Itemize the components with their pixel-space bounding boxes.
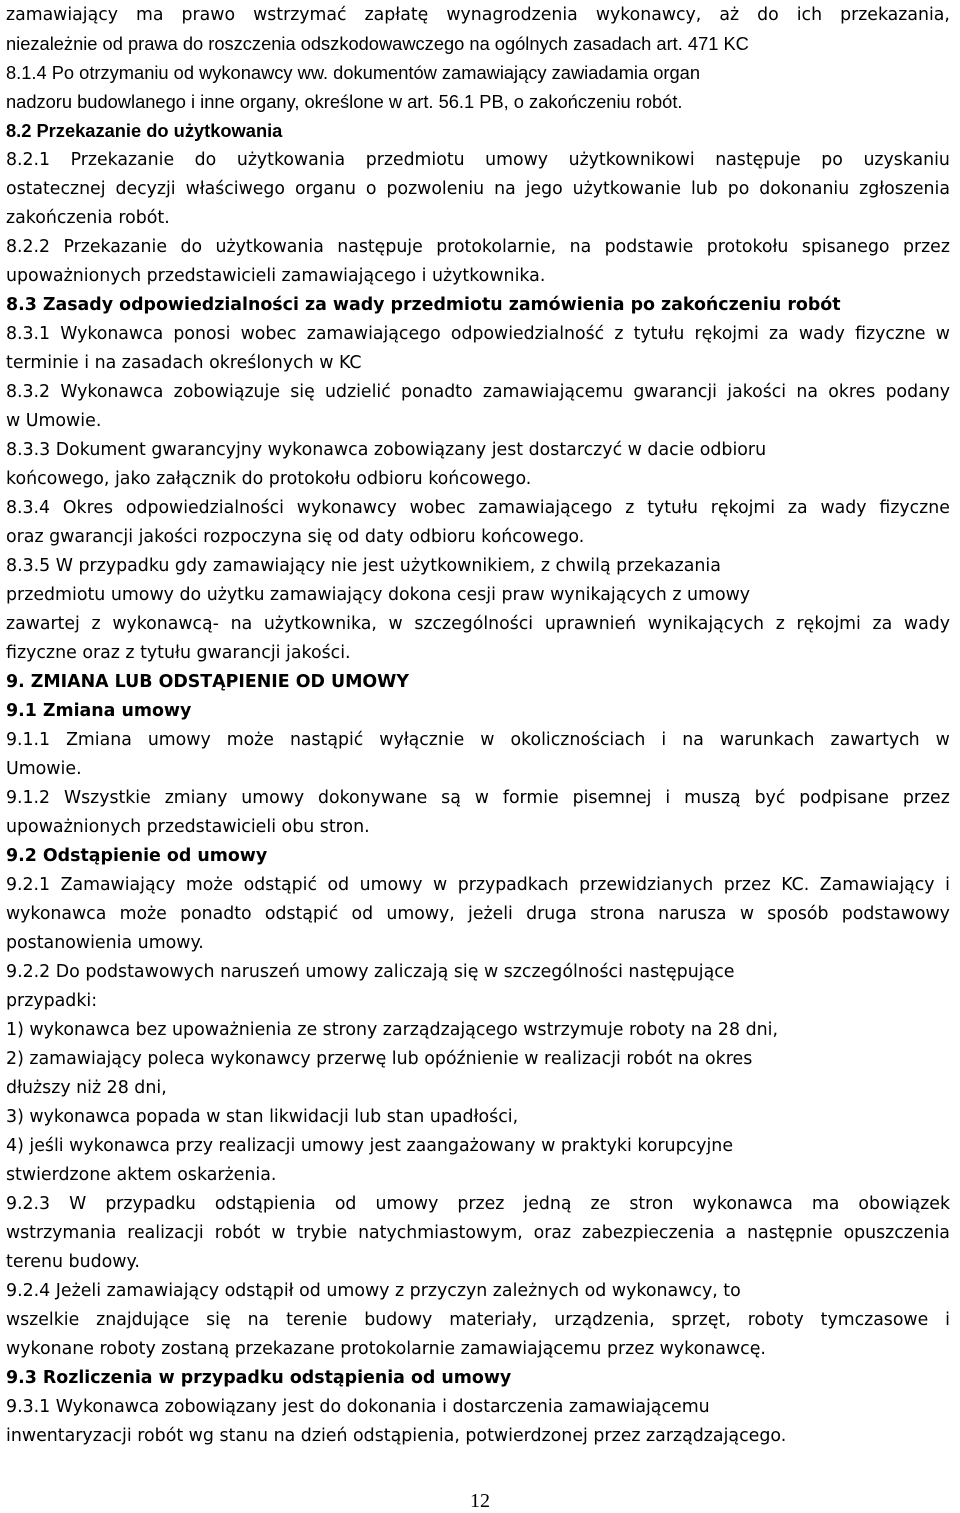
- section-heading: 8.3 Zasady odpowiedzialności za wady przedmiotu zamówienia po zakończeniu robót: [6, 295, 841, 315]
- text-line: oraz gwarancji jakości rozpoczyna się od daty odbioru końcowego.: [6, 527, 585, 547]
- text-line: końcowego, jako załącznik do protokołu odbioru końcowego.: [6, 469, 532, 489]
- text-line: 8.3.2 Wykonawca zobowiązuje się udzielić ponadto zamawiającemu gwarancji jakości na okres podany: [6, 382, 950, 402]
- text-line: zawartej z wykonawcą- na użytkownika, w szczególności uprawnień wynikających z rękojmi za wady: [6, 614, 950, 634]
- text-line: zamawiający ma prawo wstrzymać zapłatę wynagrodzenia wykonawcy, aż do ich przekazania,: [6, 5, 950, 25]
- text-line: w Umowie.: [6, 411, 102, 431]
- text-line: 9.2.3 W przypadku odstąpienia od umowy przez jedną ze stron wykonawca ma obowiązek: [6, 1194, 950, 1214]
- text-line: 8.3.1 Wykonawca ponosi wobec zamawiającego odpowiedzialność z tytułu rękojmi za wady fizyczne w: [6, 324, 950, 344]
- text-line: 9.2.2 Do podstawowych naruszeń umowy zaliczają się w szczególności następujące: [6, 962, 735, 982]
- text-line: 8.3.5 W przypadku gdy zamawiający nie jest użytkownikiem, z chwilą przekazania: [6, 556, 721, 576]
- text-line: niezależnie od prawa do roszczenia odszkodowawczego na ogólnych zasadach art. 471 KC: [6, 33, 749, 54]
- section-heading: 9.1 Zmiana umowy: [6, 701, 192, 721]
- text-line: inwentaryzacji robót wg stanu na dzień odstąpienia, potwierdzonej przez zarządzającego.: [6, 1426, 787, 1446]
- page-number: 12: [470, 1490, 490, 1512]
- text-line: terenu budowy.: [6, 1252, 140, 1272]
- text-line: 8.1.4 Po otrzymaniu od wykonawcy ww. dokumentów zamawiający zawiadamia organ: [6, 62, 700, 83]
- text-line: Umowie.: [6, 759, 82, 779]
- text-line: wstrzymania realizacji robót w trybie natychmiastowym, oraz zabezpieczenia a następnie opuszczenia: [6, 1223, 950, 1243]
- text-line: 9.3.1 Wykonawca zobowiązany jest do dokonania i dostarczenia zamawiającemu: [6, 1397, 710, 1417]
- section-heading: 9.3 Rozliczenia w przypadku odstąpienia od umowy: [6, 1368, 512, 1388]
- text-line: przypadki:: [6, 991, 98, 1011]
- text-line: ostatecznej decyzji właściwego organu o pozwoleniu na jego użytkowanie lub po dokonaniu zgłoszenia: [6, 179, 950, 199]
- text-line: wykonane roboty zostaną przekazane protokolarnie zamawiającemu przez wykonawcę.: [6, 1339, 766, 1359]
- section-heading: 8.2 Przekazanie do użytkowania: [6, 120, 283, 141]
- text-line: 8.3.4 Okres odpowiedzialności wykonawcy wobec zamawiającego z tytułu rękojmi za wady fizyczne: [6, 498, 950, 518]
- list-item: 3) wykonawca popada w stan likwidacji lub stan upadłości,: [6, 1107, 519, 1127]
- text-line: 8.2.1 Przekazanie do użytkowania przedmiotu umowy użytkownikowi następuje po uzyskaniu: [6, 150, 950, 170]
- text-line: wszelkie znajdujące się na terenie budowy materiały, urządzenia, sprzęt, roboty tymczasowe i: [6, 1310, 950, 1330]
- list-item: 4) jeśli wykonawca przy realizacji umowy jest zaangażowany w praktyki korupcyjne: [6, 1136, 734, 1156]
- text-line: zakończenia robót.: [6, 208, 170, 228]
- text-line: 8.2.2 Przekazanie do użytkowania następuje protokolarnie, na podstawie protokołu spisanego przez: [6, 237, 950, 257]
- text-line: upoważnionych przedstawicieli obu stron.: [6, 817, 370, 837]
- text-line: 9.1.2 Wszystkie zmiany umowy dokonywane są w formie pisemnej i muszą być podpisane przez: [6, 788, 950, 808]
- text-line: 9.2.4 Jeżeli zamawiający odstąpił od umowy z przyczyn zależnych od wykonawcy, to: [6, 1281, 741, 1301]
- text-line: dłuższy niż 28 dni,: [6, 1078, 167, 1098]
- text-line: terminie i na zasadach określonych w KC: [6, 353, 362, 373]
- list-item: 2) zamawiający poleca wykonawcy przerwę lub opóźnienie w realizacji robót na okres: [6, 1049, 753, 1069]
- section-heading: 9. ZMIANA LUB ODSTĄPIENIE OD UMOWY: [6, 672, 409, 692]
- text-line: upoważnionych przedstawicieli zamawiającego i użytkownika.: [6, 266, 546, 286]
- text-line: nadzoru budowlanego i inne organy, określone w art. 56.1 PB, o zakończeniu robót.: [6, 91, 683, 112]
- text-line: stwierdzone aktem oskarżenia.: [6, 1165, 277, 1185]
- text-line: przedmiotu umowy do użytku zamawiający dokona cesji praw wynikających z umowy: [6, 585, 751, 605]
- text-line: wykonawca może ponadto odstąpić od umowy, jeżeli druga strona narusza w sposób podstawowy: [6, 904, 950, 924]
- text-line: fizyczne oraz z tytułu gwarancji jakości.: [6, 643, 351, 663]
- section-heading: 9.2 Odstąpienie od umowy: [6, 846, 268, 866]
- text-line: 9.1.1 Zmiana umowy może nastąpić wyłącznie w okolicznościach i na warunkach zawartych w: [6, 730, 950, 750]
- text-line: postanowienia umowy.: [6, 933, 204, 953]
- text-line: 9.2.1 Zamawiający może odstąpić od umowy w przypadkach przewidzianych przez KC. Zamawiający i: [6, 875, 950, 895]
- list-item: 1) wykonawca bez upoważnienia ze strony zarządzającego wstrzymuje roboty na 28 dni,: [6, 1020, 779, 1040]
- text-line: 8.3.3 Dokument gwarancyjny wykonawca zobowiązany jest dostarczyć w dacie odbioru: [6, 440, 767, 460]
